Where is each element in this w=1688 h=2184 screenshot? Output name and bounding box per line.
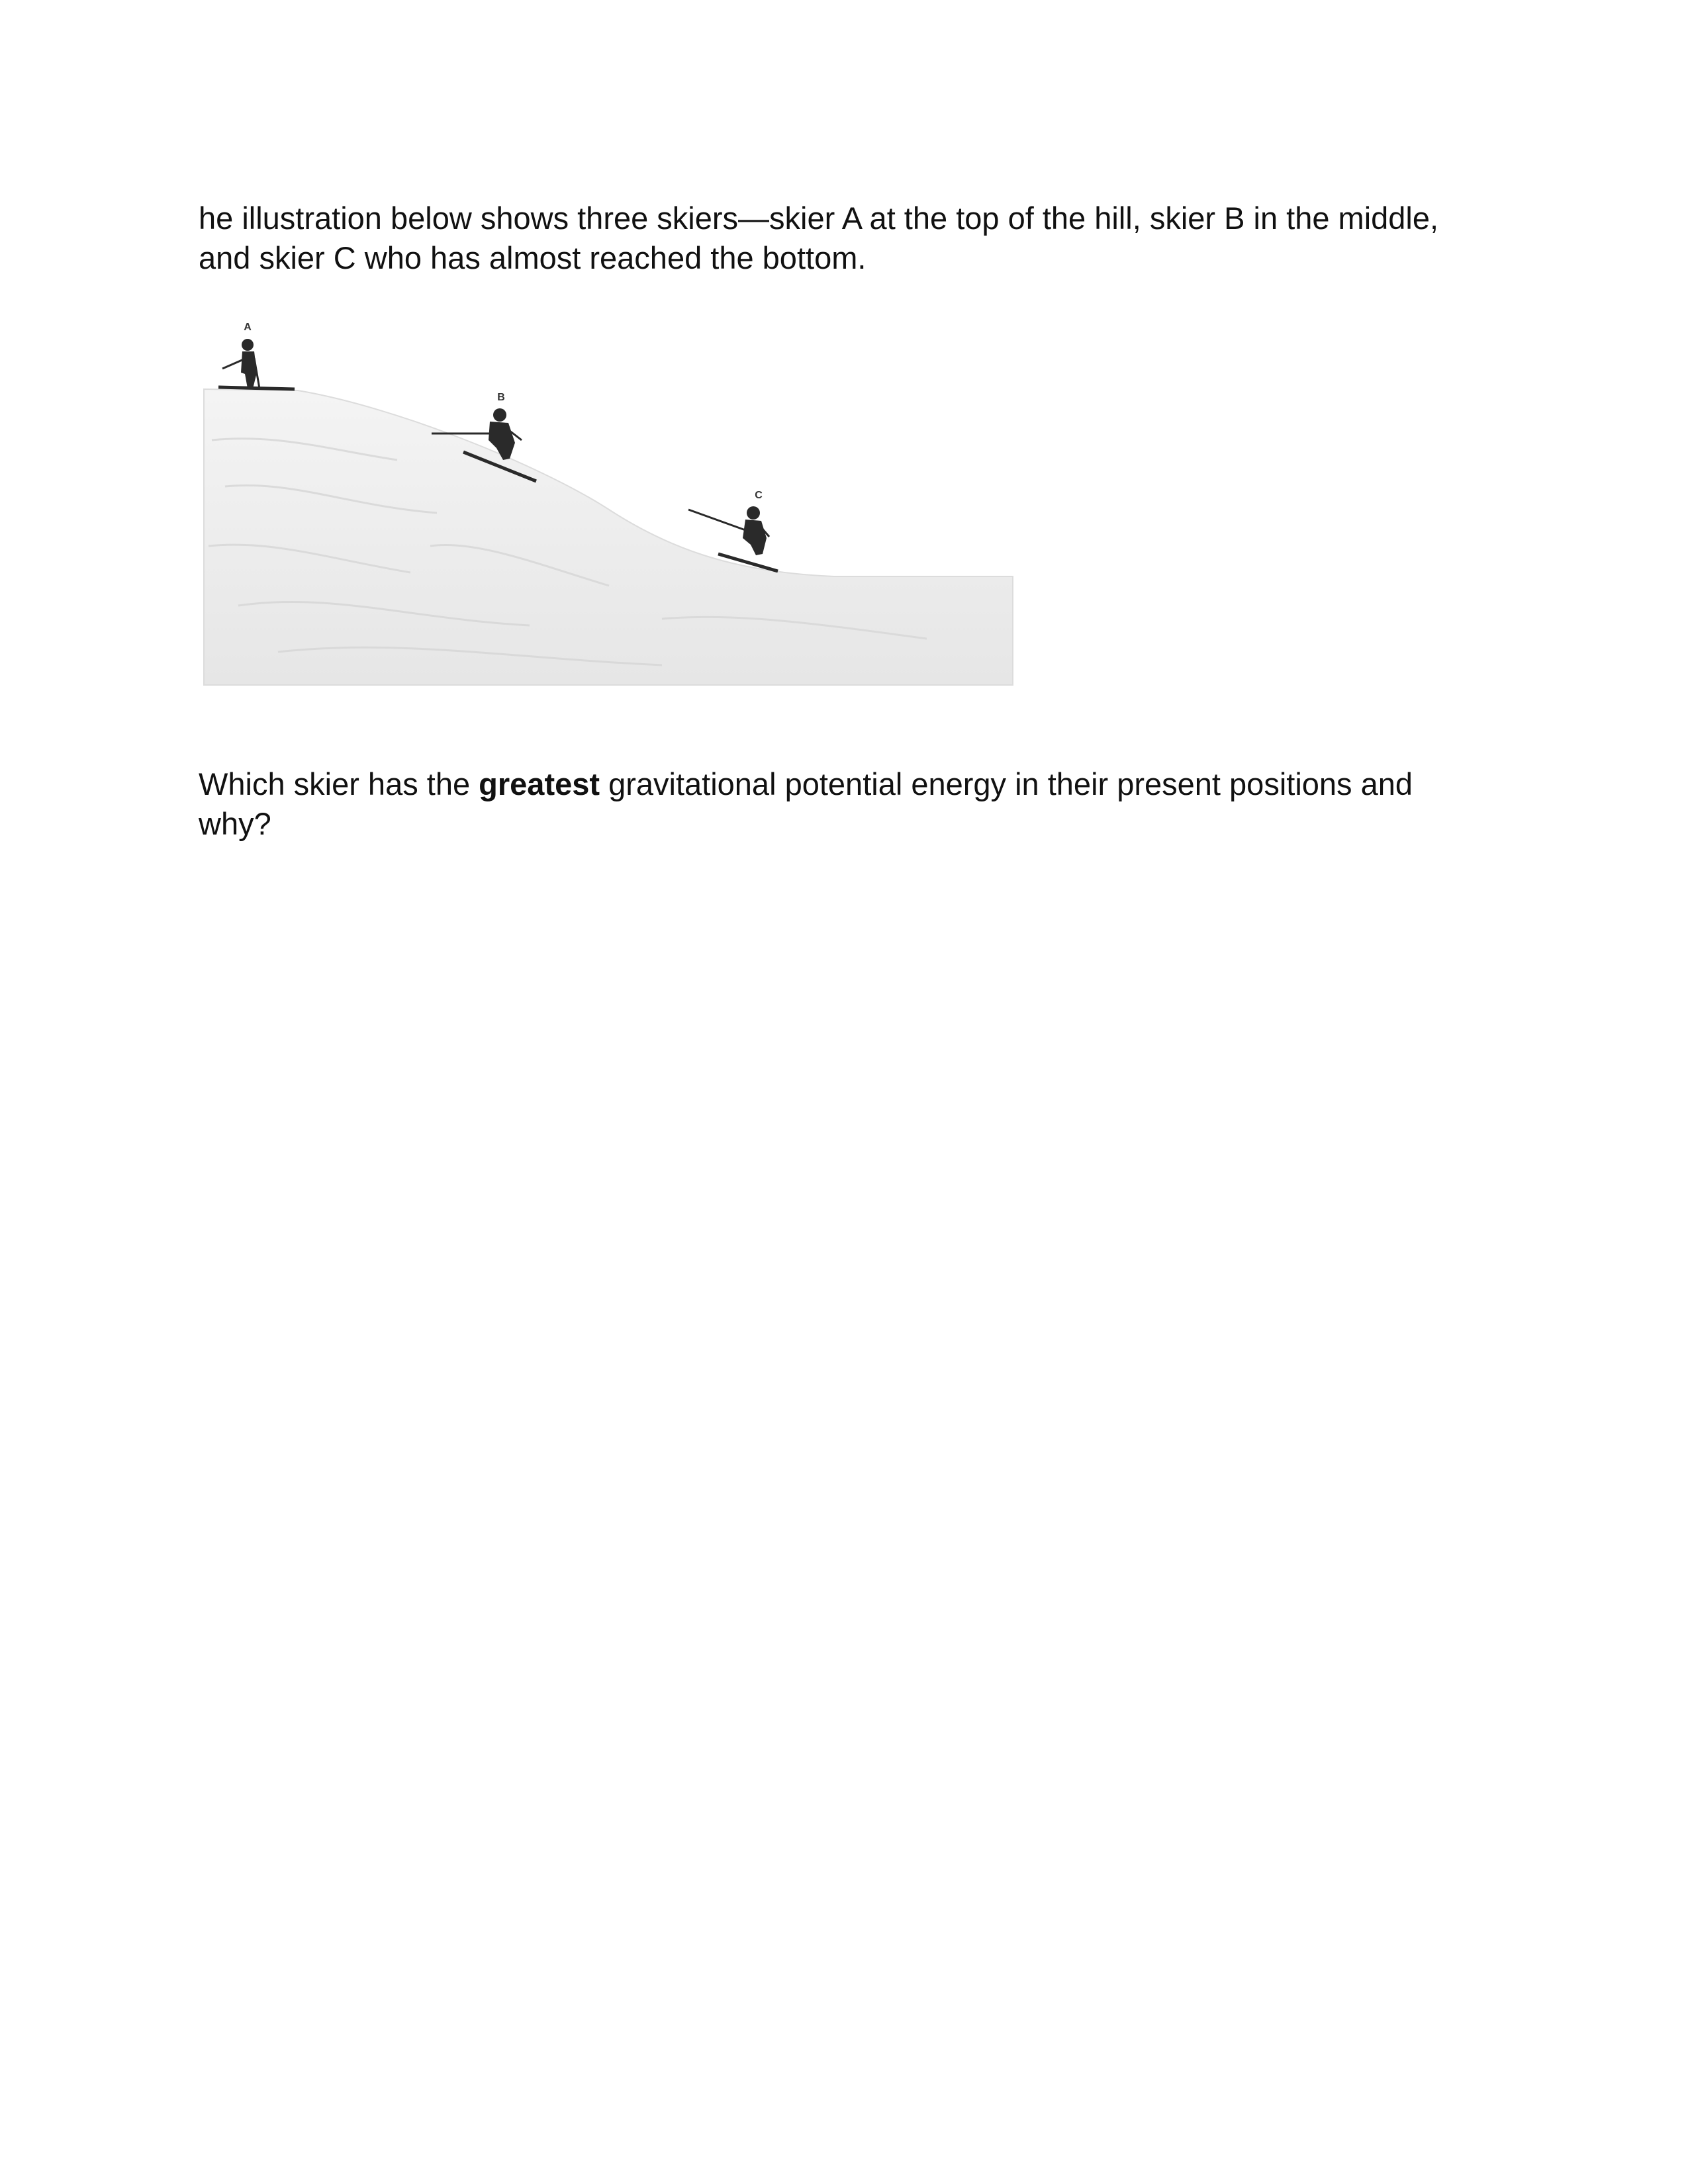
intro-paragraph: he illustration below shows three skiers—skier A at the top of the hill, skier B in the middle, and skier C who has almost reached the bottom. bbox=[199, 201, 1439, 275]
snow-hill bbox=[204, 389, 1013, 685]
question-emphasis: greatest bbox=[479, 766, 600, 801]
question-text-after: gravitational potential energy in their present positions and why? bbox=[199, 766, 1413, 841]
question-text-before: Which skier has the bbox=[199, 766, 479, 801]
skiers-on-hill-illustration bbox=[199, 308, 1019, 692]
question-paragraph bbox=[199, 764, 1456, 844]
label-c: C bbox=[755, 490, 763, 501]
label-a: A bbox=[244, 322, 252, 333]
label-b: B bbox=[497, 392, 505, 403]
skier-a bbox=[218, 339, 295, 389]
